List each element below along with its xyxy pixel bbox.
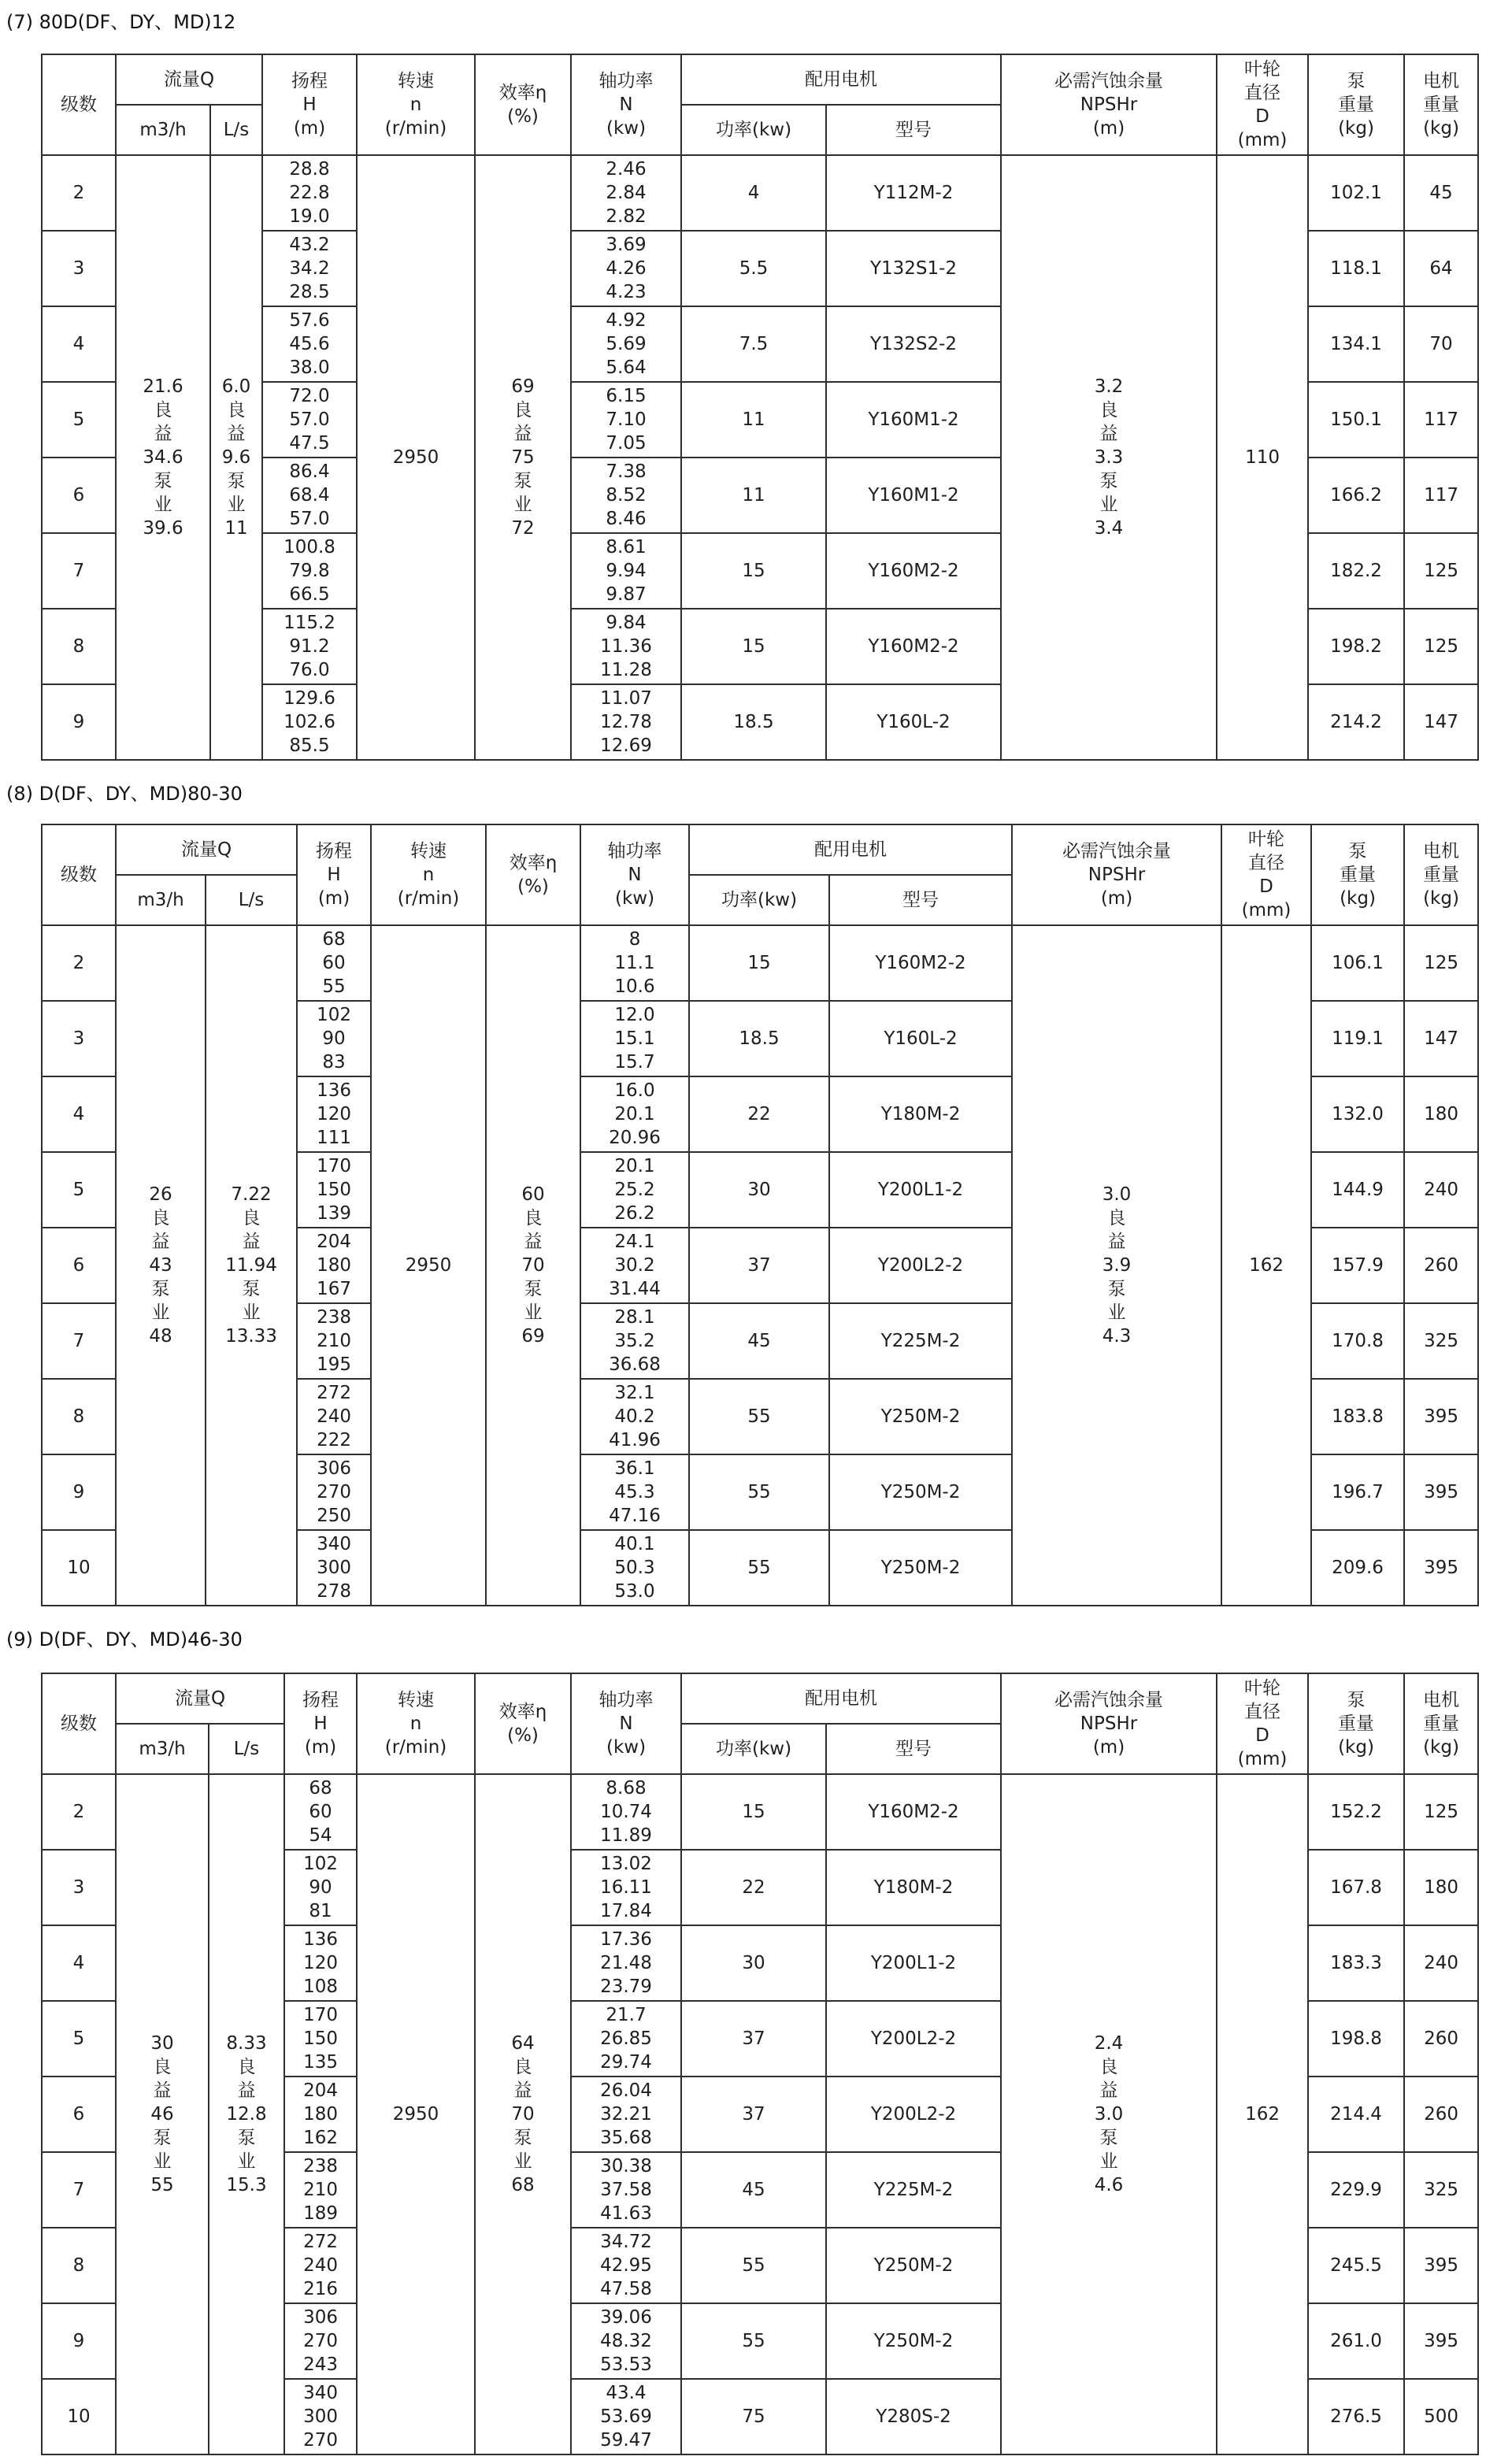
header-motor: 配用电机 [689, 824, 1012, 875]
head-cell: 136 120 108 [284, 1925, 357, 2001]
pump-weight-cell: 157.9 [1311, 1228, 1404, 1303]
header-row [42, 824, 1478, 875]
motor-power-cell: 55 [681, 2303, 826, 2379]
head-cell: 86.4 68.4 57.0 [262, 458, 357, 533]
pump-weight-cell: 214.4 [1308, 2077, 1404, 2152]
motor-weight-cell: 325 [1404, 2152, 1478, 2228]
header-row [42, 1673, 1478, 1724]
header-flow-m3h: m3/h [116, 1724, 209, 1774]
speed-cell: 2950 [371, 925, 486, 1606]
stage-cell: 8 [42, 1379, 116, 1454]
motor-model-cell: Y180M-2 [826, 1850, 1001, 1925]
header-flow-m3h: m3/h [116, 105, 210, 155]
stage-cell: 5 [42, 382, 116, 458]
stage-cell: 10 [42, 1530, 116, 1606]
motor-weight-cell: 395 [1404, 2303, 1478, 2379]
stage-cell: 7 [42, 533, 116, 609]
header-npshr: 必需汽蚀余量 NPSHr (m) [1012, 824, 1221, 925]
table-row [42, 925, 1478, 1001]
head-cell: 28.8 22.8 19.0 [262, 155, 357, 231]
head-cell: 238 210 195 [297, 1303, 371, 1379]
header-motor-weight: 电机 重量 (kg) [1404, 54, 1478, 155]
motor-power-cell: 15 [681, 1774, 826, 1850]
header-speed: 转速 n (r/min) [357, 1673, 475, 1774]
header-motor-model: 型号 [826, 1724, 1001, 1774]
spec-table [41, 824, 1479, 1606]
stage-cell: 9 [42, 684, 116, 760]
stage-cell: 4 [42, 1076, 116, 1152]
header-shaft-power: 轴功率 N (kw) [571, 54, 681, 155]
motor-model-cell: Y160M2-2 [826, 1774, 1001, 1850]
header-motor-weight: 电机 重量 (kg) [1404, 824, 1478, 925]
shaft-power-cell: 12.0 15.1 15.7 [580, 1001, 689, 1076]
header-motor-model: 型号 [829, 875, 1012, 925]
stage-cell: 8 [42, 609, 116, 684]
header-motor-model: 型号 [826, 105, 1001, 155]
header-npshr: 必需汽蚀余量 NPSHr (m) [1001, 1673, 1217, 1774]
head-cell: 72.0 57.0 47.5 [262, 382, 357, 458]
header-speed: 转速 n (r/min) [357, 54, 475, 155]
stage-cell: 6 [42, 458, 116, 533]
header-flow: 流量Q [116, 1673, 284, 1724]
impeller-diameter-cell: 162 [1217, 1774, 1308, 2454]
pump-weight-cell: 276.5 [1308, 2379, 1404, 2454]
flow-ls-cell: 6.0 良 益 9.6 泵 业 11 [210, 155, 262, 760]
motor-power-cell: 55 [689, 1379, 829, 1454]
impeller-diameter-cell: 162 [1221, 925, 1311, 1606]
header-head: 扬程 H (m) [284, 1673, 357, 1774]
pump-weight-cell: 245.5 [1308, 2228, 1404, 2303]
motor-power-cell: 45 [689, 1303, 829, 1379]
header-efficiency: 效率η (%) [475, 1673, 571, 1774]
pump-weight-cell: 198.2 [1308, 609, 1404, 684]
motor-power-cell: 37 [689, 1228, 829, 1303]
stage-cell: 8 [42, 2228, 116, 2303]
header-flow-ls: L/s [209, 1724, 284, 1774]
motor-weight-cell: 260 [1404, 1228, 1478, 1303]
motor-weight-cell: 125 [1404, 533, 1478, 609]
head-cell: 306 270 243 [284, 2303, 357, 2379]
header-motor-power: 功率(kw) [689, 875, 829, 925]
motor-power-cell: 22 [681, 1850, 826, 1925]
motor-power-cell: 55 [689, 1530, 829, 1606]
stage-cell: 6 [42, 2077, 116, 2152]
header-speed: 转速 n (r/min) [371, 824, 486, 925]
head-cell: 272 240 222 [297, 1379, 371, 1454]
pump-weight-cell: 183.8 [1311, 1379, 1404, 1454]
pump-weight-cell: 183.3 [1308, 1925, 1404, 2001]
head-cell: 43.2 34.2 28.5 [262, 231, 357, 306]
stage-cell: 2 [42, 1774, 116, 1850]
head-cell: 170 150 139 [297, 1152, 371, 1228]
pump-weight-cell: 170.8 [1311, 1303, 1404, 1379]
motor-model-cell: Y200L2-2 [826, 2077, 1001, 2152]
efficiency-cell: 60 良 益 70 泵 业 69 [486, 925, 580, 1606]
shaft-power-cell: 4.92 5.69 5.64 [571, 306, 681, 382]
flow-ls-cell: 8.33 良 益 12.8 泵 业 15.3 [209, 1774, 284, 2454]
motor-power-cell: 75 [681, 2379, 826, 2454]
motor-model-cell: Y160M2-2 [826, 609, 1001, 684]
shaft-power-cell: 13.02 16.11 17.84 [571, 1850, 681, 1925]
shaft-power-cell: 17.36 21.48 23.79 [571, 1925, 681, 2001]
shaft-power-cell: 7.38 8.52 8.46 [571, 458, 681, 533]
header-pump-weight: 泵 重量 (kg) [1311, 824, 1404, 925]
motor-model-cell: Y200L2-2 [829, 1228, 1012, 1303]
head-cell: 340 300 270 [284, 2379, 357, 2454]
motor-power-cell: 18.5 [681, 684, 826, 760]
stage-cell: 3 [42, 1850, 116, 1925]
shaft-power-cell: 43.4 53.69 59.47 [571, 2379, 681, 2454]
motor-power-cell: 15 [689, 925, 829, 1001]
shaft-power-cell: 26.04 32.21 35.68 [571, 2077, 681, 2152]
header-impeller-diameter: 叶轮 直径 D (mm) [1217, 54, 1308, 155]
head-cell: 136 120 111 [297, 1076, 371, 1152]
flow-m3h-cell: 21.6 良 益 34.6 泵 业 39.6 [116, 155, 210, 760]
head-cell: 102 90 81 [284, 1850, 357, 1925]
header-row [42, 54, 1478, 105]
head-cell: 115.2 91.2 76.0 [262, 609, 357, 684]
motor-weight-cell: 117 [1404, 458, 1478, 533]
shaft-power-cell: 21.7 26.85 29.74 [571, 2001, 681, 2077]
motor-model-cell: Y250M-2 [829, 1530, 1012, 1606]
shaft-power-cell: 34.72 42.95 47.58 [571, 2228, 681, 2303]
shaft-power-cell: 2.46 2.84 2.82 [571, 155, 681, 231]
header-head: 扬程 H (m) [297, 824, 371, 925]
pump-weight-cell: 229.9 [1308, 2152, 1404, 2228]
head-cell: 170 150 135 [284, 2001, 357, 2077]
header-head: 扬程 H (m) [262, 54, 357, 155]
header-flow-m3h: m3/h [116, 875, 206, 925]
head-cell: 204 180 167 [297, 1228, 371, 1303]
stage-cell: 9 [42, 2303, 116, 2379]
pump-weight-cell: 209.6 [1311, 1530, 1404, 1606]
npshr-cell: 2.4 良 益 3.0 泵 业 4.6 [1001, 1774, 1217, 2454]
motor-weight-cell: 180 [1404, 1076, 1478, 1152]
motor-weight-cell: 125 [1404, 925, 1478, 1001]
stage-cell: 4 [42, 1925, 116, 2001]
shaft-power-cell: 9.84 11.36 11.28 [571, 609, 681, 684]
motor-weight-cell: 180 [1404, 1850, 1478, 1925]
motor-model-cell: Y160L-2 [826, 684, 1001, 760]
motor-power-cell: 5.5 [681, 231, 826, 306]
motor-model-cell: Y132S2-2 [826, 306, 1001, 382]
stage-cell: 7 [42, 1303, 116, 1379]
pump-weight-cell: 166.2 [1308, 458, 1404, 533]
motor-power-cell: 7.5 [681, 306, 826, 382]
motor-weight-cell: 117 [1404, 382, 1478, 458]
spec-table [41, 1673, 1479, 2455]
flow-m3h-cell: 26 良 益 43 泵 业 48 [116, 925, 206, 1606]
head-cell: 100.8 79.8 66.5 [262, 533, 357, 609]
stage-cell: 5 [42, 2001, 116, 2077]
stage-cell: 2 [42, 155, 116, 231]
stage-cell: 6 [42, 1228, 116, 1303]
stage-cell: 9 [42, 1454, 116, 1530]
header-npshr: 必需汽蚀余量 NPSHr (m) [1001, 54, 1217, 155]
motor-power-cell: 11 [681, 382, 826, 458]
pump-weight-cell: 132.0 [1311, 1076, 1404, 1152]
shaft-power-cell: 8.68 10.74 11.89 [571, 1774, 681, 1850]
motor-weight-cell: 260 [1404, 2001, 1478, 2077]
shaft-power-cell: 16.0 20.1 20.96 [580, 1076, 689, 1152]
motor-weight-cell: 395 [1404, 1454, 1478, 1530]
header-shaft-power: 轴功率 N (kw) [580, 824, 689, 925]
stage-cell: 5 [42, 1152, 116, 1228]
motor-model-cell: Y280S-2 [826, 2379, 1001, 2454]
table-title: (7) 80D(DF、DY、MD)12 [6, 11, 236, 33]
flow-ls-cell: 7.22 良 益 11.94 泵 业 13.33 [206, 925, 297, 1606]
header-motor-power: 功率(kw) [681, 105, 826, 155]
motor-weight-cell: 240 [1404, 1925, 1478, 2001]
header-flow: 流量Q [116, 824, 297, 875]
motor-model-cell: Y250M-2 [829, 1379, 1012, 1454]
motor-power-cell: 30 [681, 1925, 826, 2001]
motor-weight-cell: 325 [1404, 1303, 1478, 1379]
header-pump-weight: 泵 重量 (kg) [1308, 54, 1404, 155]
motor-model-cell: Y160M1-2 [826, 382, 1001, 458]
stage-cell: 3 [42, 231, 116, 306]
motor-power-cell: 37 [681, 2001, 826, 2077]
header-stage: 级数 [42, 54, 116, 155]
motor-power-cell: 55 [689, 1454, 829, 1530]
motor-power-cell: 15 [681, 533, 826, 609]
pump-weight-cell: 167.8 [1308, 1850, 1404, 1925]
header-motor: 配用电机 [681, 1673, 1001, 1724]
motor-model-cell: Y225M-2 [829, 1303, 1012, 1379]
head-cell: 204 180 162 [284, 2077, 357, 2152]
shaft-power-cell: 11.07 12.78 12.69 [571, 684, 681, 760]
motor-power-cell: 37 [681, 2077, 826, 2152]
header-impeller-diameter: 叶轮 直径 D (mm) [1217, 1673, 1308, 1774]
header-flow-ls: L/s [210, 105, 262, 155]
shaft-power-cell: 20.1 25.2 26.2 [580, 1152, 689, 1228]
efficiency-cell: 69 良 益 75 泵 业 72 [475, 155, 571, 760]
header-motor-weight: 电机 重量 (kg) [1404, 1673, 1478, 1774]
motor-model-cell: Y112M-2 [826, 155, 1001, 231]
header-flow-ls: L/s [206, 875, 297, 925]
head-cell: 68 60 54 [284, 1774, 357, 1850]
pump-weight-cell: 152.2 [1308, 1774, 1404, 1850]
motor-weight-cell: 64 [1404, 231, 1478, 306]
header-efficiency: 效率η (%) [475, 54, 571, 155]
speed-cell: 2950 [357, 1774, 475, 2454]
motor-weight-cell: 125 [1404, 1774, 1478, 1850]
head-cell: 68 60 55 [297, 925, 371, 1001]
motor-weight-cell: 45 [1404, 155, 1478, 231]
head-cell: 102 90 83 [297, 1001, 371, 1076]
motor-weight-cell: 395 [1404, 1379, 1478, 1454]
shaft-power-cell: 3.69 4.26 4.23 [571, 231, 681, 306]
header-stage: 级数 [42, 824, 116, 925]
flow-m3h-cell: 30 良 益 46 泵 业 55 [116, 1774, 209, 2454]
shaft-power-cell: 8.61 9.94 9.87 [571, 533, 681, 609]
header-impeller-diameter: 叶轮 直径 D (mm) [1221, 824, 1311, 925]
pump-weight-cell: 150.1 [1308, 382, 1404, 458]
shaft-power-cell: 39.06 48.32 53.53 [571, 2303, 681, 2379]
shaft-power-cell: 30.38 37.58 41.63 [571, 2152, 681, 2228]
pump-weight-cell: 118.1 [1308, 231, 1404, 306]
motor-model-cell: Y180M-2 [829, 1076, 1012, 1152]
head-cell: 340 300 278 [297, 1530, 371, 1606]
efficiency-cell: 64 良 益 70 泵 业 68 [475, 1774, 571, 2454]
motor-model-cell: Y160L-2 [829, 1001, 1012, 1076]
pump-weight-cell: 102.1 [1308, 155, 1404, 231]
stage-cell: 2 [42, 925, 116, 1001]
stage-cell: 7 [42, 2152, 116, 2228]
shaft-power-cell: 8 11.1 10.6 [580, 925, 689, 1001]
header-pump-weight: 泵 重量 (kg) [1308, 1673, 1404, 1774]
motor-weight-cell: 500 [1404, 2379, 1478, 2454]
pump-weight-cell: 261.0 [1308, 2303, 1404, 2379]
pump-weight-cell: 182.2 [1308, 533, 1404, 609]
npshr-cell: 3.0 良 益 3.9 泵 业 4.3 [1012, 925, 1221, 1606]
motor-power-cell: 11 [681, 458, 826, 533]
header-stage: 级数 [42, 1673, 116, 1774]
spec-table [41, 54, 1479, 761]
header-motor-power: 功率(kw) [681, 1724, 826, 1774]
header-motor: 配用电机 [681, 54, 1001, 105]
motor-power-cell: 4 [681, 155, 826, 231]
motor-model-cell: Y250M-2 [829, 1454, 1012, 1530]
motor-power-cell: 15 [681, 609, 826, 684]
head-cell: 129.6 102.6 85.5 [262, 684, 357, 760]
motor-model-cell: Y225M-2 [826, 2152, 1001, 2228]
motor-power-cell: 18.5 [689, 1001, 829, 1076]
stage-cell: 3 [42, 1001, 116, 1076]
pump-weight-cell: 196.7 [1311, 1454, 1404, 1530]
shaft-power-cell: 32.1 40.2 41.96 [580, 1379, 689, 1454]
stage-cell: 4 [42, 306, 116, 382]
impeller-diameter-cell: 110 [1217, 155, 1308, 760]
table-title: (8) D(DF、DY、MD)80-30 [6, 783, 243, 805]
head-cell: 272 240 216 [284, 2228, 357, 2303]
motor-model-cell: Y200L2-2 [826, 2001, 1001, 2077]
motor-weight-cell: 260 [1404, 2077, 1478, 2152]
motor-weight-cell: 125 [1404, 609, 1478, 684]
shaft-power-cell: 24.1 30.2 31.44 [580, 1228, 689, 1303]
shaft-power-cell: 36.1 45.3 47.16 [580, 1454, 689, 1530]
motor-power-cell: 45 [681, 2152, 826, 2228]
speed-cell: 2950 [357, 155, 475, 760]
motor-model-cell: Y132S1-2 [826, 231, 1001, 306]
motor-weight-cell: 240 [1404, 1152, 1478, 1228]
motor-model-cell: Y160M1-2 [826, 458, 1001, 533]
header-shaft-power: 轴功率 N (kw) [571, 1673, 681, 1774]
shaft-power-cell: 6.15 7.10 7.05 [571, 382, 681, 458]
motor-weight-cell: 395 [1404, 2228, 1478, 2303]
table-title: (9) D(DF、DY、MD)46-30 [6, 1628, 243, 1650]
motor-power-cell: 55 [681, 2228, 826, 2303]
pump-weight-cell: 214.2 [1308, 684, 1404, 760]
shaft-power-cell: 40.1 50.3 53.0 [580, 1530, 689, 1606]
table-row [42, 1774, 1478, 1850]
motor-weight-cell: 70 [1404, 306, 1478, 382]
header-flow: 流量Q [116, 54, 262, 105]
motor-model-cell: Y160M2-2 [826, 533, 1001, 609]
motor-model-cell: Y160M2-2 [829, 925, 1012, 1001]
stage-cell: 10 [42, 2379, 116, 2454]
header-efficiency: 效率η (%) [486, 824, 580, 925]
table-row [42, 155, 1478, 231]
motor-power-cell: 30 [689, 1152, 829, 1228]
motor-weight-cell: 147 [1404, 684, 1478, 760]
motor-model-cell: Y200L1-2 [829, 1152, 1012, 1228]
motor-weight-cell: 147 [1404, 1001, 1478, 1076]
motor-model-cell: Y250M-2 [826, 2228, 1001, 2303]
pump-weight-cell: 106.1 [1311, 925, 1404, 1001]
pump-weight-cell: 198.8 [1308, 2001, 1404, 2077]
shaft-power-cell: 28.1 35.2 36.68 [580, 1303, 689, 1379]
motor-power-cell: 22 [689, 1076, 829, 1152]
pump-weight-cell: 134.1 [1308, 306, 1404, 382]
pump-weight-cell: 144.9 [1311, 1152, 1404, 1228]
head-cell: 57.6 45.6 38.0 [262, 306, 357, 382]
npshr-cell: 3.2 良 益 3.3 泵 业 3.4 [1001, 155, 1217, 760]
motor-model-cell: Y200L1-2 [826, 1925, 1001, 2001]
motor-weight-cell: 395 [1404, 1530, 1478, 1606]
motor-model-cell: Y250M-2 [826, 2303, 1001, 2379]
head-cell: 306 270 250 [297, 1454, 371, 1530]
pump-weight-cell: 119.1 [1311, 1001, 1404, 1076]
head-cell: 238 210 189 [284, 2152, 357, 2228]
